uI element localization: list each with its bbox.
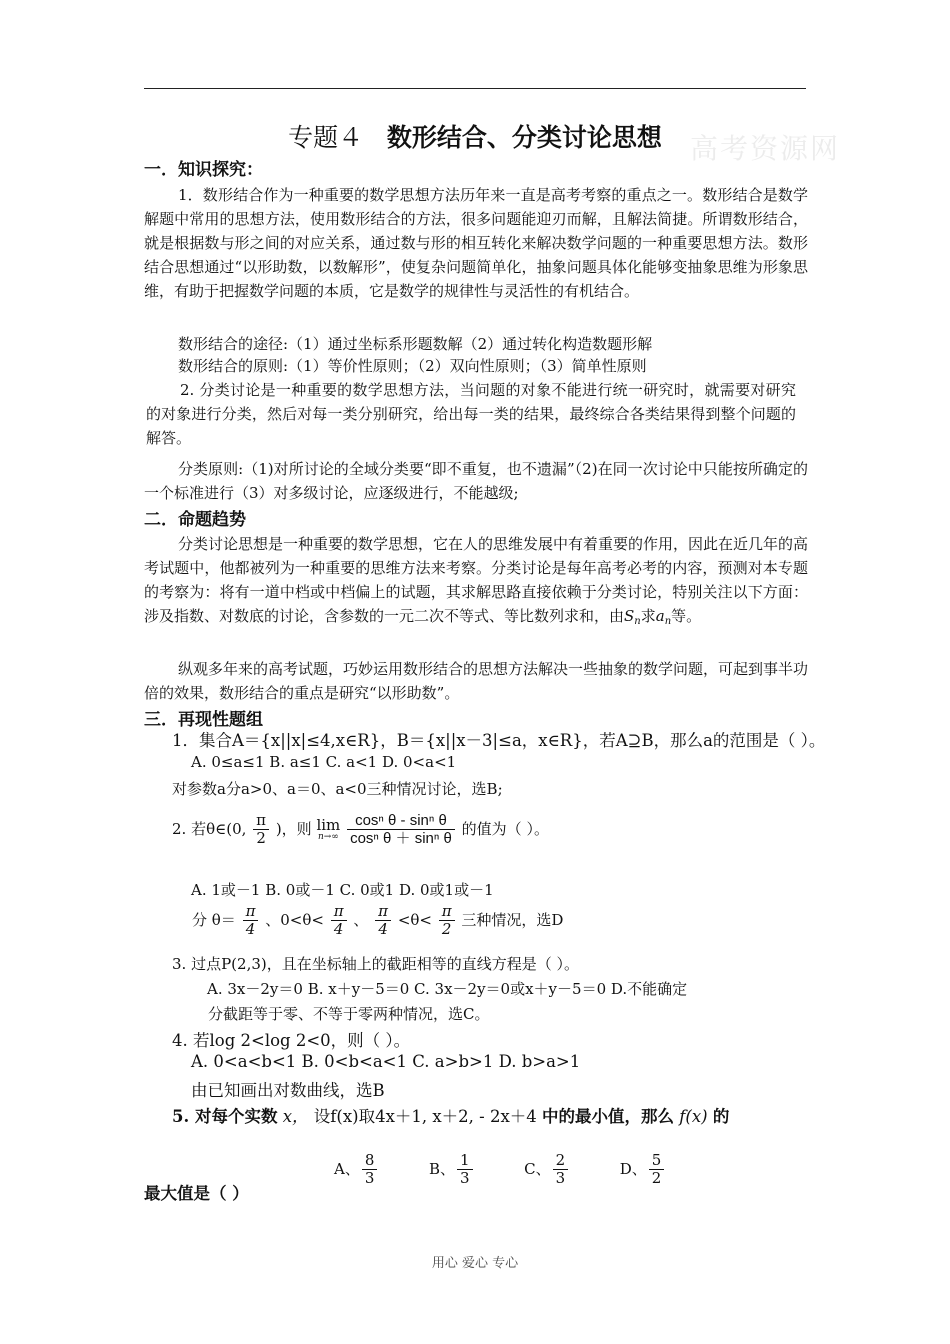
question-3-options: A. 3x－2y＝0 B. x＋y－5＝0 C. 3x－2y＝0或x＋y－5＝0 D.不能确定 xyxy=(207,980,688,998)
page-footer: 用心 爱心 专心 xyxy=(431,1256,519,1271)
question-4: 4. 若log 2<log 2<0，则（ ）。 xyxy=(172,1031,411,1050)
question-4-solution: 由已知画出对数曲线，选B xyxy=(191,1081,385,1100)
question-4-options: A. 0<a<b<1 B. 0<b<a<1 C. a>b>1 D. b>a>1 xyxy=(191,1052,581,1071)
title-prefix: 专题４ xyxy=(288,123,364,152)
option-b-fraction: $\frac{1}{3}$ xyxy=(457,1152,473,1188)
section2-heading: 二．命题趋势 xyxy=(144,510,246,530)
a-n-symbol: $a_n$ xyxy=(655,607,672,627)
limit-fraction: $\frac{\text{cosⁿ θ - sinⁿ θ}}{\text{cosⁿ θ ＋ sinⁿ θ}}$ xyxy=(347,812,455,848)
section2-paragraph1: 分类讨论思想是一种重要的数学思想，它在人的思维发展中有着重要的作用，因此在近几年的高考试题中，他都被列为一种重要的思维方法来考察。分类讨论是每年高考必考的内容，预测对本专题的考察为：将有一道中档或中档偏上的试题，其求解思路直接依赖于分类讨论，特别关注以下方面：涉及指数、对数底的讨论，含参数的一元二次不等式、等比数列求和，由$S_n$求$a_n$等。 xyxy=(144,535,809,627)
section1-paragraph3: 分类原则:（1)对所讨论的全域分类要“即不重复，也不遗漏”（2)在同一次讨论中只能按所确定的一个标准进行（3）对多级讨论，应逐级进行，不能越级; xyxy=(144,460,808,502)
pi-over-2-fraction: $\frac{\pi}{2}$ xyxy=(253,812,269,848)
question-3-solution: 分截距等于零、不等于零两种情况，选C。 xyxy=(208,1005,490,1023)
section2-paragraph1-text: 分类讨论思想是一种重要的数学思想，它在人的思维发展中有着重要的作用，因此在近几年的高考试题中，他都被列为一种重要的思维方法来考察。分类讨论是每年高考必考的内容，预测对本专题的考察为：将有一道中档或中档偏上的试题，其求解思路直接依赖于分类讨论，特别关注以下方面：涉及指数、对数底的讨论，含参数的一元二次不等式、等比数列求和，由 xyxy=(144,535,809,625)
section1-paragraph2: 2. 分类讨论是一种重要的数学思想方法，当问题的对象不能进行统一研究时，就需要对研究的对象进行分类，然后对每一类分别研究，给出每一类的结果，最终综合各类结果得到整个问题的解答。 xyxy=(146,381,796,447)
header-rule xyxy=(144,88,806,89)
section2-paragraph2: 纵观多年来的高考试题，巧妙运用数形结合的思想方法解决一些抽象的数学问题，可起到事半功倍的效果，数形结合的重点是研究“以形助数”。 xyxy=(144,660,809,702)
s-n-symbol: $S_n$ xyxy=(624,607,641,627)
question-5-options: A、 $\frac{8}{3}$ B、 $\frac{1}{3}$ C、 $\frac{2}{3}$ D、 $\frac{5}{2}$ xyxy=(334,1152,666,1188)
question-2-solution: 分 θ＝ $\frac{\pi}{4}$ 、0<θ< $\frac{\pi}{4}$ 、 $\frac{\pi}{4}$ <θ< $\frac{\pi}{2}$ 三种情况，选D xyxy=(192,902,564,939)
option-a-fraction: $\frac{8}{3}$ xyxy=(362,1152,378,1188)
question-5-tail: 最大值是（ ） xyxy=(144,1184,249,1203)
section3-heading: 三．再现性题组 xyxy=(144,710,263,730)
question-2: 2. 若θ∈(0, $\frac{\pi}{2}$ )，则 lim n→∞ $\frac{\text{cosⁿ θ - sinⁿ θ}}{\text{cosⁿ θ ＋ sinⁿ θ}}$ 的值为（ ）。 xyxy=(172,811,549,848)
watermark: 高考资源网 xyxy=(690,132,841,165)
section1-paragraph1: 1．数形结合作为一种重要的数学思想方法历年来一直是高考考察的重点之一。数形结合是数学解题中常用的思想方法，使用数形结合的方法，很多问题能迎刃而解，且解法简捷。所谓数形结合，就是根据数与形之间的对应关系，通过数与形的相互转化来解决数学问题的一种重要思想方法。数形结合思想通过“以形助数，以数解形”，使复杂问题简单化，抽象问题具体化能够变抽象思维为形象思维，有助于把握数学问题的本质，它是数学的规律性与灵活性的有机结合。 xyxy=(144,186,808,300)
approach-line: 数形结合的途径:（1）通过坐标系形题数解（2）通过转化构造数题形解 xyxy=(178,335,653,353)
question-5: 5. 对每个实数 x， 设f(x)取4x＋1, x＋2, - 2x＋4 中的最小值，那么 f(x) 的 xyxy=(172,1107,730,1126)
question-1: 1．集合A＝{x||x|≤4,x∈R}，B＝{x||x－3|≤a，x∈R}，若A⊇B，那么a的范围是（ ）。 xyxy=(172,731,826,750)
principle-line: 数形结合的原则:（1）等价性原则；（2）双向性原则；（3）简单性原则 xyxy=(178,357,647,375)
option-d-fraction: $\frac{5}{2}$ xyxy=(649,1152,665,1188)
section1-heading: 一．知识探究： xyxy=(144,160,263,180)
option-c-fraction: $\frac{2}{3}$ xyxy=(553,1152,569,1188)
limit-symbol: lim n→∞ xyxy=(316,815,341,843)
question-3: 3. 过点P(2,3)，且在坐标轴上的截距相等的直线方程是（ ）。 xyxy=(172,955,580,973)
question-2-options: A. 1或－1 B. 0或－1 C. 0或1 D. 0或1或－1 xyxy=(191,881,494,899)
title-main: 数形结合、分类讨论思想 xyxy=(386,123,662,152)
question-1-solution: 对参数a分a>0、a＝0、a<0三种情况讨论，选B; xyxy=(172,780,503,798)
question-1-options: A. 0≤a≤1 B. a≤1 C. a<1 D. 0<a<1 xyxy=(191,753,457,771)
